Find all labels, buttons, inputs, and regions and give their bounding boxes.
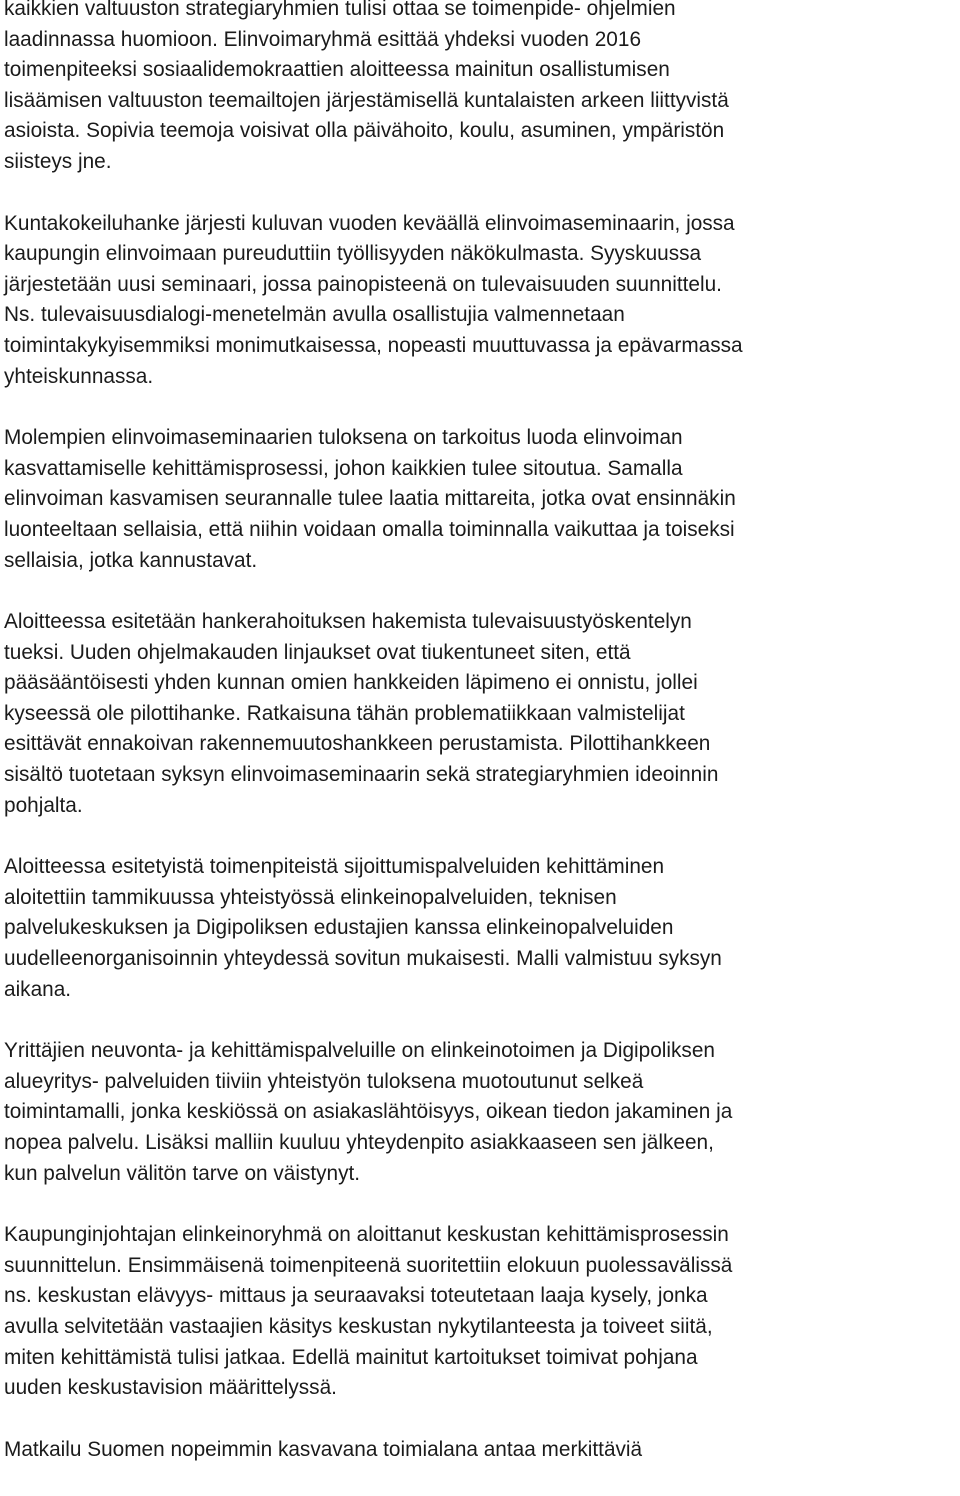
text-line: kasvattamiselle kehittämisprosessi, johon kaikkien tulee sitoutua. Samalla: [4, 456, 683, 480]
text-line: siisteys jne.: [4, 149, 112, 173]
text-line: Yrittäjien neuvonta- ja kehittämispalveluille on elinkeinotoimen ja Digipoliksen: [4, 1039, 715, 1063]
text-line: toimintamalli, jonka keskiössä on asiakaslähtöisyys, oikean tiedon jakaminen ja: [4, 1100, 733, 1124]
text-line: pohjalta.: [4, 793, 83, 817]
text-line: järjestetään uusi seminaari, jossa painopisteenä on tulevaisuuden suunnittelu.: [4, 272, 722, 296]
text-line: kyseessä ole pilottihanke. Ratkaisuna tähän problematiikkaan valmistelijat: [4, 701, 685, 725]
text-line: palvelukeskuksen ja Digipoliksen edustajien kanssa elinkeinopalveluiden: [4, 916, 674, 940]
paragraph: [4, 1036, 956, 1189]
text-line: Aloitteessa esitetyistä toimenpiteistä sijoittumispalveluiden kehittäminen: [4, 855, 665, 879]
text-line: asioista. Sopivia teemoja voisivat olla päivähoito, koulu, asuminen, ympäristön: [4, 119, 725, 143]
text-line: kun palvelun välitön tarve on väistynyt.: [4, 1161, 361, 1185]
text-line: Kaupunginjohtajan elinkeinoryhmä on aloittanut keskustan kehittämisprosessin: [4, 1223, 729, 1247]
text-line: Molempien elinvoimaseminaarien tuloksena on tarkoitus luoda elinvoiman: [4, 426, 683, 450]
text-line: Matkailu Suomen nopeimmin kasvavana toimialana antaa merkittäviä: [4, 1437, 643, 1461]
text-line: uuden keskustavision määrittelyssä.: [4, 1376, 337, 1400]
paragraph: [4, 607, 956, 821]
text-line: tueksi. Uuden ohjelmakauden linjaukset ovat tiukentuneet siten, että: [4, 640, 631, 664]
text-line: aikana.: [4, 977, 72, 1001]
text-line: aloitettiin tammikuussa yhteistyössä elinkeinopalveluiden, teknisen: [4, 885, 617, 909]
text-line: elinvoiman kasvamisen seurannalle tulee laatia mittareita, jotka ovat ensinnäkin: [4, 487, 736, 511]
text-line: alueyritys- palveluiden tiiviin yhteistyön tuloksena muotoutunut selkeä: [4, 1069, 644, 1093]
text-line: ns. keskustan elävyys- mittaus ja seuraavaksi toteutetaan laaja kysely, jonka: [4, 1284, 708, 1308]
text-line: luonteeltaan sellaisia, että niihin voidaan omalla toiminnalla vaikuttaa ja toiseksi: [4, 517, 735, 541]
paragraph: [4, 423, 956, 576]
text-line: lisäämisen valtuuston teemailtojen järjestämisellä kuntalaisten arkeen liittyvistä: [4, 88, 729, 112]
text-line: kaikkien valtuuston strategiaryhmien tulisi ottaa se toimenpide- ohjelmien: [4, 0, 676, 20]
text-line: sisältö tuotetaan syksyn elinvoimaseminaarin sekä strategiaryhmien ideoinnin: [4, 763, 719, 787]
text-line: miten kehittämistä tulisi jatkaa. Edellä mainitut kartoitukset toimivat pohjana: [4, 1345, 698, 1369]
paragraph: [4, 1220, 956, 1404]
text-line: nopea palvelu. Lisäksi malliin kuuluu yhteydenpito asiakkaaseen sen jälkeen,: [4, 1131, 714, 1154]
paragraph: [4, 0, 956, 178]
paragraph: [4, 209, 956, 393]
text-line: Kuntakokeiluhanke järjesti kuluvan vuoden keväällä elinvoimaseminaarin, jossa: [4, 211, 735, 235]
text-line: kaupungin elinvoimaan pureuduttiin työllisyyden näkökulmasta. Syyskuussa: [4, 242, 702, 266]
document-page: [4, 0, 956, 1496]
paragraph: [4, 852, 956, 1005]
text-line: Aloitteessa esitetään hankerahoituksen hakemista tulevaisuustyöskentelyn: [4, 610, 692, 634]
text-line: Ns. tulevaisuusdialogi-menetelmän avulla osallistujia valmennetaan: [4, 303, 625, 327]
text-line: suunnittelun. Ensimmäisenä toimenpiteenä suoritettiin elokuun puolessavälissä: [4, 1253, 733, 1277]
text-line: sellaisia, jotka kannustavat.: [4, 548, 258, 572]
text-line: avulla selvitetään vastaajien käsitys keskustan nykytilanteesta ja toiveet siitä,: [4, 1314, 713, 1338]
text-line: uudelleenorganisoinnin yhteydessä sovitun mukaisesti. Malli valmistuu syksyn: [4, 947, 722, 971]
text-line: esittävät ennakoivan rakennemuutoshankkeen perustamista. Pilottihankkeen: [4, 732, 711, 756]
paragraph: [4, 1435, 956, 1466]
text-line: pääsääntöisesti yhden kunnan omien hankkeiden läpimeno ei onnistu, jollei: [4, 671, 698, 695]
text-line: toimintakykyisemmiksi monimutkaisessa, nopeasti muuttuvassa ja epävarmassa: [4, 333, 743, 357]
text-line: laadinnassa huomioon. Elinvoimaryhmä esittää yhdeksi vuoden 2016: [4, 27, 642, 51]
text-line: toimenpiteeksi sosiaalidemokraattien aloitteessa mainitun osallistumisen: [4, 58, 670, 82]
text-line: yhteiskunnassa.: [4, 364, 154, 388]
